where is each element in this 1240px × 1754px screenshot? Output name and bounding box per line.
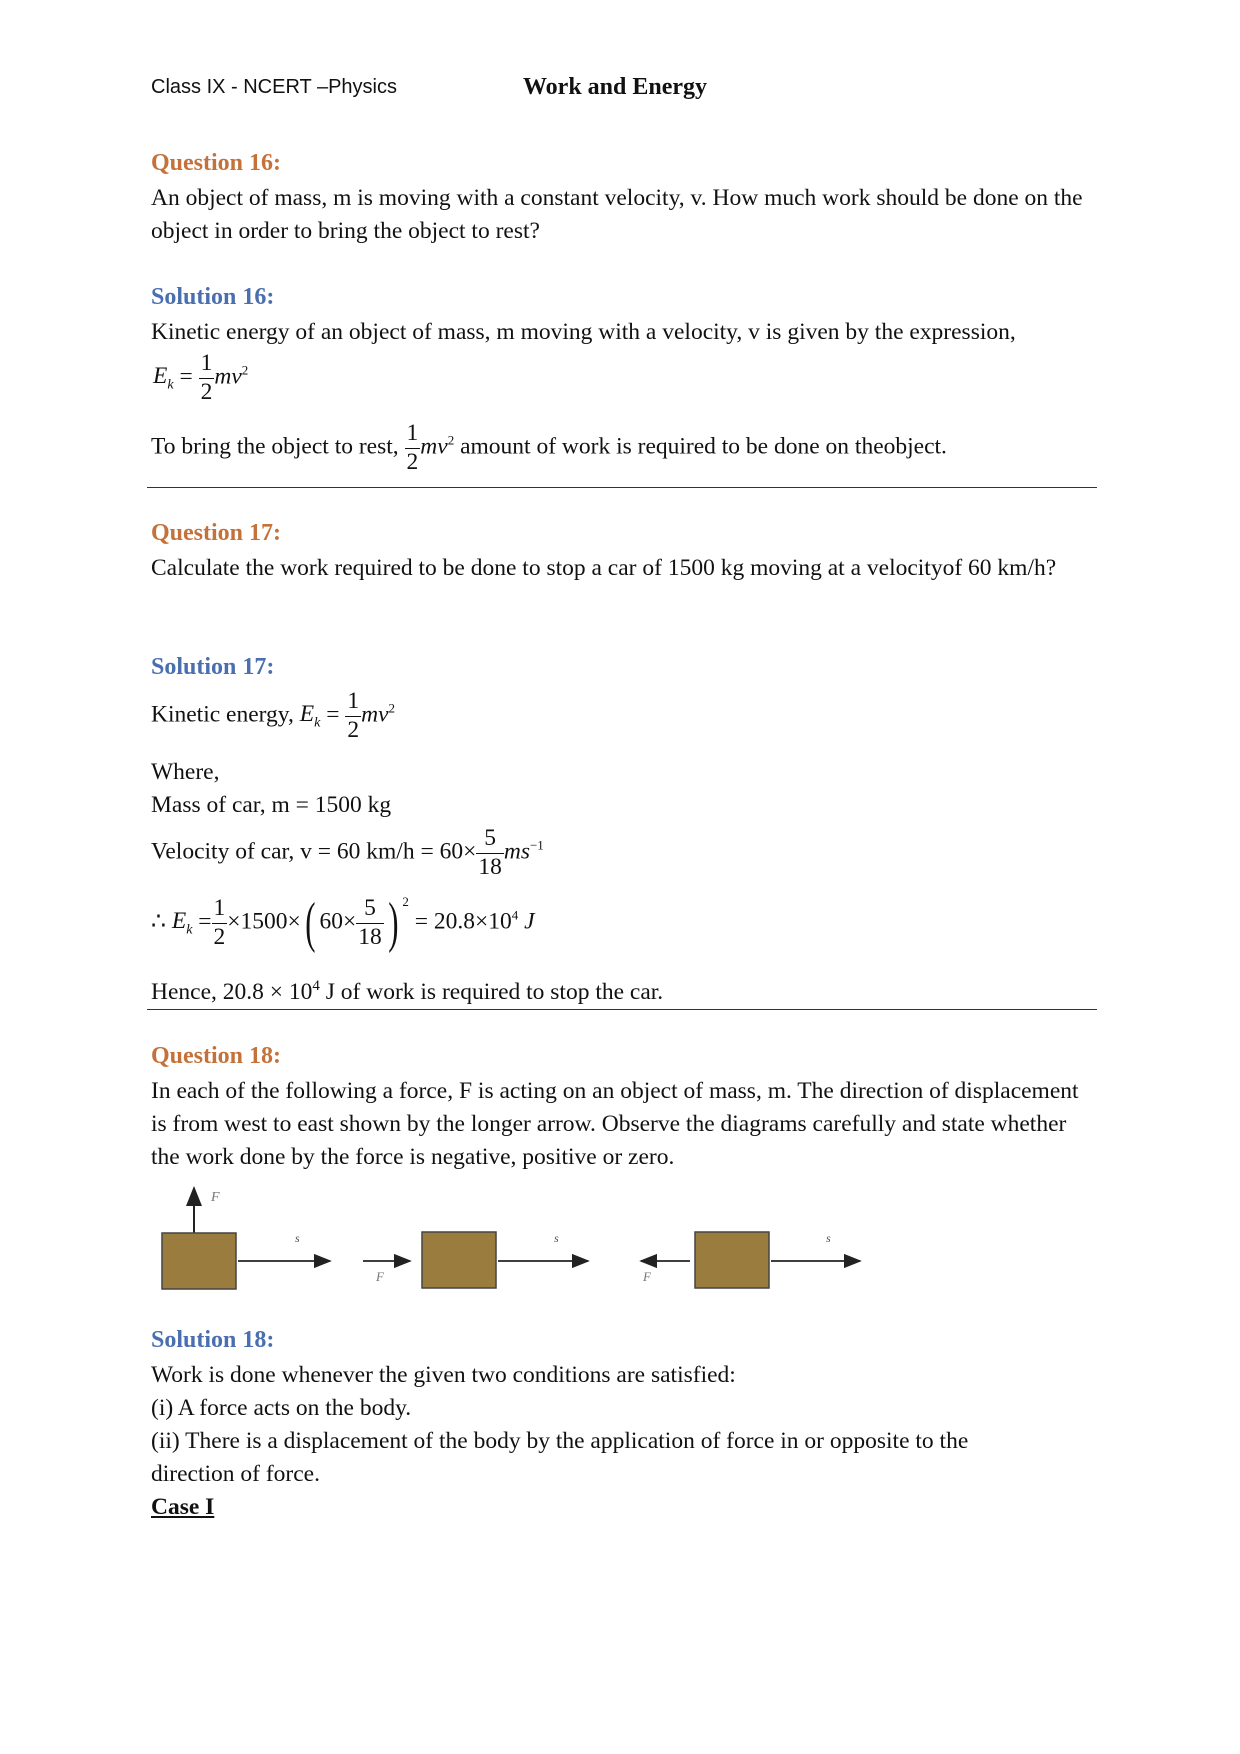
chapter-title: Work and Energy [523,74,708,100]
question-16-heading: Question 16: [151,150,282,176]
question-18-heading: Question 18: [151,1043,282,1069]
case-1-heading: Case I [151,1494,215,1520]
solution-16-line2: To bring the object to rest, $\frac{1}{2}$ $mv^2$ amount of work is required to be done on theobject. [151,420,947,475]
solution-18-line1: Work is done whenever the given two conditions are satisfied: [151,1362,736,1388]
question-18-text: In each of the following a force, F is acting on an object of mass, m. The direction of displacement is from west to east shown by the longer arrow. Observe the diagrams carefully and state whether the work done by the force is negative, positive or zero. [151,1078,1079,1170]
line2-fraction: $\frac{1}{2}$ [406,420,419,475]
disp-label-3: s [826,1231,831,1245]
solution-17-where: Where, [151,759,220,785]
eq-fraction: $\frac{1}{2}$ [200,350,213,405]
solution-18-line2: (i) A force acts on the body. [151,1395,412,1421]
divider-2 [147,1009,1097,1010]
diagram-case-1 [162,1188,330,1289]
solution-17-calculation: ∴ $E_k$ = $\frac{1}{2}$ ×1500×( 60× $\frac{5}{18}$ ) $^2 = 20.8\times 10^4$ J [151,892,535,954]
question-16-text: An object of mass, m is moving with a constant velocity, v. How much work should be done on the object in order to bring the object to rest? [151,185,1083,244]
question-17-heading: Question 17: [151,520,282,546]
solution-16-line1: Kinetic energy of an object of mass, m moving with a velocity, v is given by the expression, [151,319,1016,345]
solution-17-hence: Hence, $20.8 \times 10^4$ J of work is required to stop the car. [151,978,664,1005]
solution-16-heading: Solution 16: [151,284,275,310]
diagram-case-2 [363,1231,588,1288]
force-label-3: F [643,1269,651,1284]
solution-18-heading: Solution 18: [151,1327,275,1353]
solution-18-line3: (ii) There is a displacement of the body by the application of force in or opposite to the direction of force. [151,1428,969,1487]
question-17-text: Calculate the work required to be done to stop a car of 1500 kg moving at a velocityof 60 km/h? [151,555,1057,581]
force-displacement-diagram [150,1178,890,1298]
disp-label-1: s [295,1231,300,1245]
header-class-label: Class IX - NCERT –Physics [151,76,397,98]
diagram-case-3 [641,1231,860,1288]
eq-equals: = [179,363,193,390]
solution-17-ke: Kinetic energy, $E_k$ = $\frac{1}{2}$ $mv^2$ [151,688,396,743]
object-box-2 [422,1232,496,1288]
divider-1 [147,487,1097,488]
solution-17-mass: Mass of car, m = 1500 kg [151,792,392,818]
object-box-1 [162,1233,236,1289]
disp-label-2: s [554,1231,559,1245]
object-box-3 [695,1232,769,1288]
eq-mv: mv [214,363,242,390]
force-label-2: F [376,1269,384,1284]
eq-square: 2 [241,362,249,378]
eq-ek: $E_k$ [153,363,174,394]
solution-17-velocity: Velocity of car, v = 60 km/h = 60× $\frac{5}{18}$ $ms^{-1}$ [151,825,544,880]
force-label-1: F [211,1190,220,1205]
solution-17-heading: Solution 17: [151,654,275,680]
solution-16-equation [153,352,248,404]
